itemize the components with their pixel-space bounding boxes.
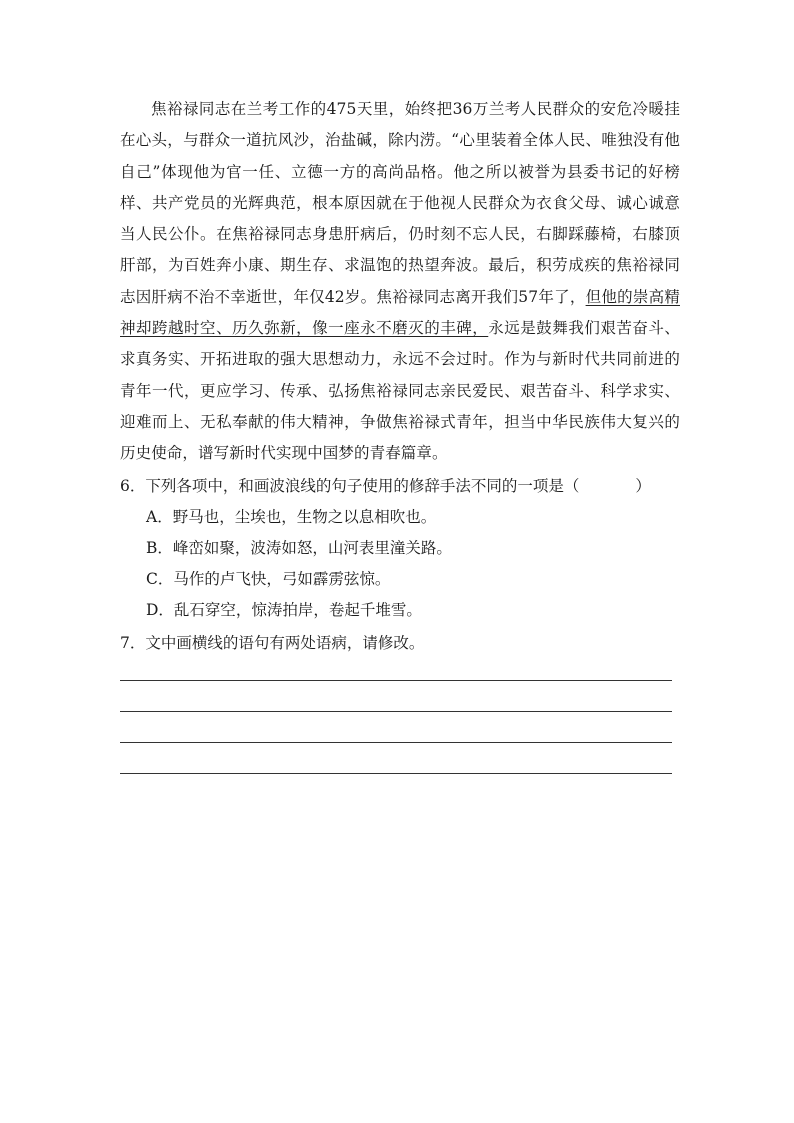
passage-paragraph [120, 94, 680, 470]
question-6-prompt: 6．下列各项中，和画波浪线的句子使用的修辞手法不同的一项是（ [120, 477, 580, 495]
answer-line-3[interactable] [120, 742, 672, 743]
passage-text-part1: 焦裕禄同志在兰考工作的475天里，始终把36万兰考人民群众的安危冷暖挂在心头，与群众一道抗风沙，治盐碱，除内涝。“心里装着全体人民、唯独没有他自己”体现他为官一任、立德一方的高尚品格。他之所以被誉为县委书记的好榜样、共产党员的光辉典范，根本原因就在于他视人民群众为衣食父母、诚心诚意当人民公仆。在焦裕禄同志身患肝病后，仍时刻不忘人民，右脚踩藤椅，右膝顶肝部，为百姓奔小康、期生存、求温饱的热望奔波。最后，积劳成疾的焦裕禄同志因肝病不治不幸逝世，年仅42岁。焦裕禄同志离开我们57年了， [120, 100, 680, 306]
question-6 [120, 471, 680, 502]
option-d: D．乱石穿空，惊涛拍岸，卷起千堆雪。 [146, 601, 422, 619]
answer-line-2[interactable] [120, 711, 672, 712]
option-a: A．野马也，尘埃也，生物之以息相吹也。 [146, 508, 437, 526]
underlined-sentence: 但他的崇高精神却跨越时空、历久弥新，像一座永不磨灭的丰碑， [120, 287, 680, 338]
answer-line-4[interactable] [120, 773, 672, 774]
passage-text-part2: 永远是鼓舞我们艰苦奋斗、求真务实、开拓进取的强大思想动力，永远不会过时。作为与新时代共同前进的青年一代，更应学习、传承、弘扬焦裕禄同志亲民爱民、艰苦奋斗、科学求实、迎难而上、无私奉献的伟大精神，争做焦裕禄式青年，担当中华民族伟大复兴的历史使命，谱写新时代实现中国梦的青春篇章。 [120, 319, 680, 463]
option-c: C．马作的卢飞快，弓如霹雳弦惊。 [146, 570, 391, 588]
question-6-paren-close: ） [635, 477, 651, 495]
answer-line-1[interactable] [120, 680, 672, 681]
question-7: 7．文中画横线的语句有两处语病，请修改。 [120, 634, 425, 652]
option-b: B．峰峦如聚，波涛如怒，山河表里潼关路。 [146, 539, 452, 557]
reading-passage [120, 94, 680, 470]
